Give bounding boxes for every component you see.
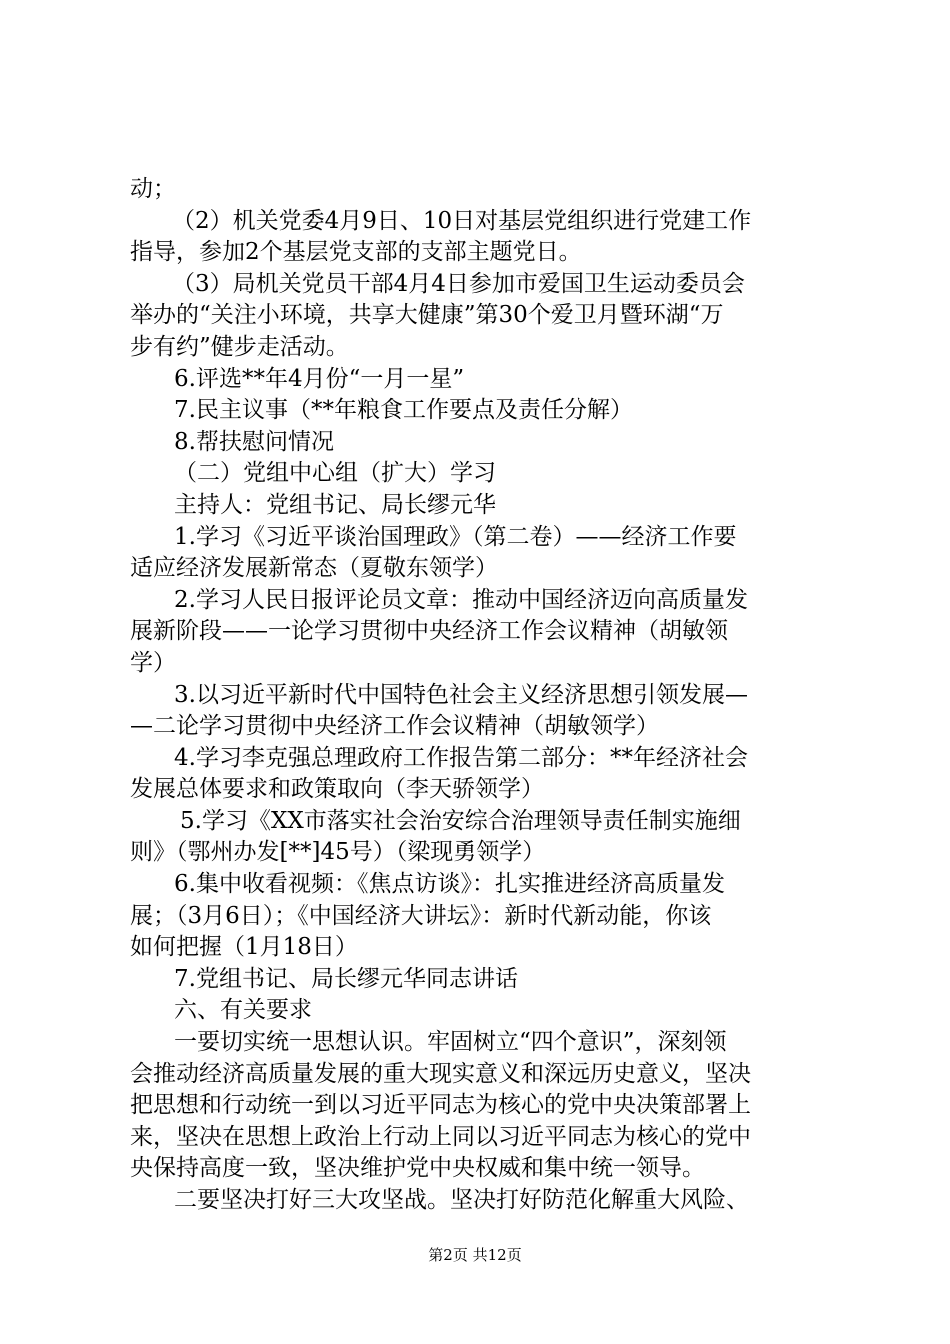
text-line: 六、有关要求 [174, 997, 312, 1024]
text-line: 举办的“关注小环境，共享大健康”第30个爱卫月暨环湖“万 [130, 302, 724, 329]
text-line: 5.学习《XX市落实社会治安综合治理领导责任制实施细 [180, 807, 741, 834]
text-line: 1.学习《习近平谈治国理政》（第二卷）——经济工作要 [174, 523, 737, 550]
text-line: 央保持高度一致，坚决维护党中央权威和集中统一领导。 [130, 1155, 705, 1182]
text-line: 指导，参加2个基层党支部的支部主题党日。 [130, 239, 582, 266]
text-line: 把思想和行动统一到以习近平同志为核心的党中央决策部署上 [130, 1092, 751, 1119]
text-line: 7.民主议事（**年粮食工作要点及责任分解） [174, 397, 633, 424]
text-line: （二）党组中心组（扩大）学习 [174, 460, 496, 487]
text-line: 主持人：党组书记、局长缪元华 [174, 491, 496, 518]
text-line: 二要坚决打好三大攻坚战。坚决打好防范化解重大风险、 [174, 1187, 749, 1213]
text-line: 8.帮扶慰问情况 [174, 428, 334, 455]
text-line: （2）机关党委4月9日、10日对基层党组织进行党建工作 [172, 207, 752, 234]
text-line: 则》（鄂州办发[**]45号）（梁现勇领学） [130, 839, 546, 866]
text-line: 动； [130, 176, 176, 202]
text-line: 6.评选**年4月份“一月一星” [174, 365, 465, 392]
body-text [130, 174, 830, 1217]
text-line: 会推动经济高质量发展的重大现实意义和深远历史意义，坚决 [130, 1060, 751, 1087]
page-footer: 第2页 共12页 [428, 1246, 522, 1264]
text-line: 一要切实统一思想认识。牢固树立“四个意识”，深刻领 [174, 1029, 727, 1056]
text-line: 3.以习近平新时代中国特色社会主义经济思想引领发展— [174, 681, 748, 708]
text-line: 发展总体要求和政策取向（李天骄领学） [130, 776, 544, 803]
text-line: 展新阶段——一论学习贯彻中央经济工作会议精神（胡敏领 [130, 618, 728, 645]
text-line: 7.党组书记、局长缪元华同志讲话 [174, 965, 518, 992]
text-line: 来，坚决在思想上政治上行动上同以习近平同志为核心的党中 [130, 1123, 751, 1150]
text-line: 6.集中收看视频：《焦点访谈》：扎实推进经济高质量发 [174, 871, 725, 898]
text-line: 如何把握（1月18日） [130, 934, 358, 961]
text-line: 2.学习人民日报评论员文章：推动中国经济迈向高质量发 [174, 586, 748, 613]
text-line: 学） [130, 649, 176, 676]
text-line: 展；（3月6日）；《中国经济大讲坛》：新时代新动能，你该 [130, 902, 712, 929]
text-line: 步有约”健步走活动。 [130, 333, 349, 360]
text-line: 适应经济发展新常态（夏敬东领学） [130, 555, 498, 582]
text-line: —二论学习贯彻中央经济工作会议精神（胡敏领学） [130, 713, 659, 740]
text-line: （3）局机关党员干部4月4日参加市爱国卫生运动委员会 [172, 270, 745, 297]
text-line: 4.学习李克强总理政府工作报告第二部分：**年经济社会 [174, 744, 748, 771]
